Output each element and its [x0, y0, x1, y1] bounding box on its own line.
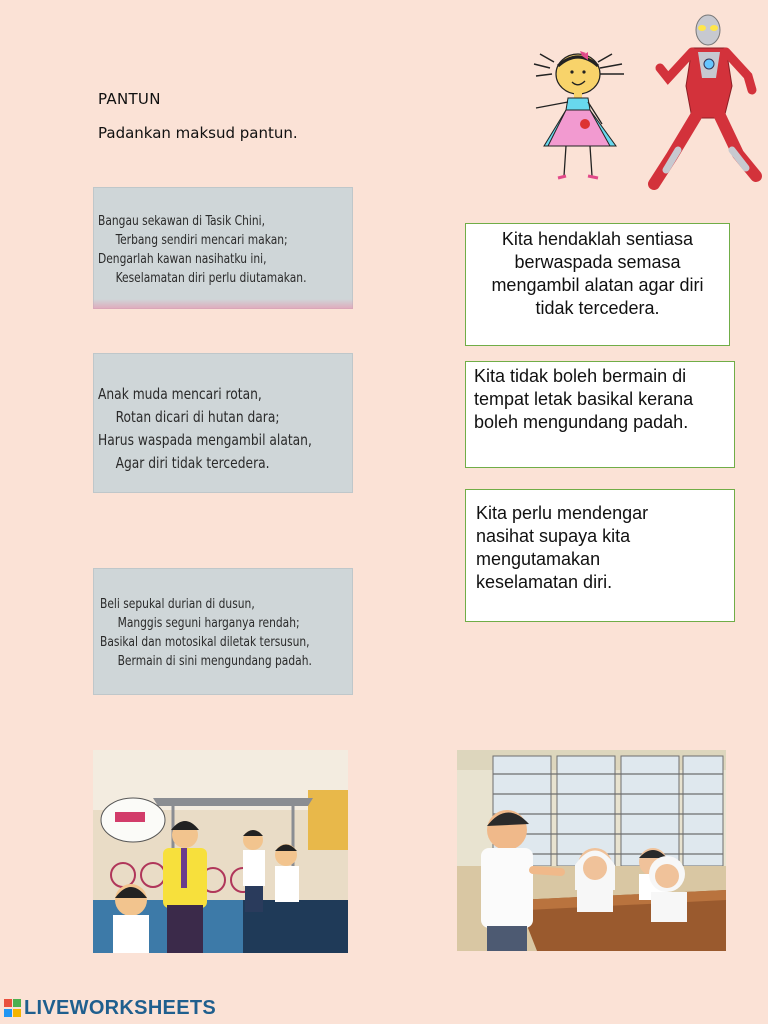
pantun-card-3 [93, 568, 353, 695]
answer-box-1[interactable] [465, 223, 730, 346]
pantun-card-2 [93, 353, 353, 493]
pantun-card-1 [93, 187, 353, 309]
pantun-line: Basikal dan motosikal diletak tersusun, [100, 634, 310, 650]
answer-text: Kita tidak boleh bermain di tempat letak basikal kerana boleh mengundang padah. [474, 366, 694, 432]
answer-text: Kita hendaklah sentiasa berwaspada semasa mengambil alatan agar diri tidak tercedera. [491, 229, 704, 318]
pantun-line: Terbang sendiri mencari makan; [115, 232, 288, 248]
answer-box-3[interactable] [465, 489, 735, 622]
pantun-line: Bangau sekawan di Tasik Chini, [98, 213, 266, 229]
liveworksheets-logo-icon [4, 999, 22, 1019]
answer-text: Kita perlu mendengar nasihat supaya kita mengutamakan keselamatan diri. [476, 503, 649, 592]
pantun-line: Keselamatan diri perlu diutamakan. [115, 270, 307, 286]
liveworksheets-logo [4, 997, 216, 1020]
pantun-line: Dengarlah kawan nasihatku ini, [98, 251, 267, 267]
pantun-line: Manggis seguni harganya rendah; [117, 615, 300, 631]
logo-text: LIVEWORKSHEETS [24, 997, 216, 1019]
illustration-classroom [457, 750, 726, 951]
girl-doll-icon [530, 50, 630, 182]
illustration-bike-park [93, 750, 348, 953]
pantun-line: Harus waspada mengambil alatan, [98, 431, 312, 449]
pantun-line: Rotan dicari di hutan dara; [115, 408, 280, 426]
pantun-line: Bermain di sini mengundang padah. [117, 653, 312, 669]
instruction-text: Padankan maksud pantun. [98, 124, 298, 142]
ultraman-icon [642, 8, 768, 192]
pantun-line: Beli sepukal durian di dusun, [100, 596, 255, 612]
pantun-line: Agar diri tidak tercedera. [115, 454, 270, 472]
page-title: PANTUN [98, 90, 161, 108]
answer-box-2[interactable] [465, 361, 735, 468]
pantun-line: Anak muda mencari rotan, [98, 385, 262, 403]
